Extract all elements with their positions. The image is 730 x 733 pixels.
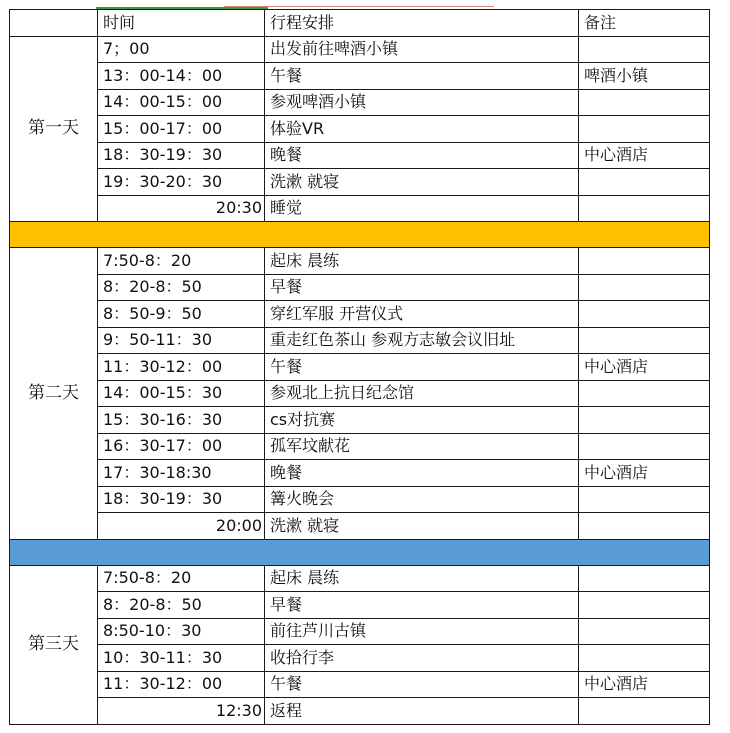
table-row [10,274,710,301]
separator-bar [10,222,710,248]
note-cell [579,169,710,196]
time-cell: 18：30-19：30 [98,142,265,169]
time-cell: 18：30-19：30 [98,486,265,513]
table-row [10,380,710,407]
table-row [10,698,710,725]
activity-cell: 返程 [265,698,579,725]
note-cell [579,645,710,672]
activity-cell: cs对抗赛 [265,407,579,434]
time-cell: 11：30-12：00 [98,671,265,698]
activity-cell: 参观啤酒小镇 [265,89,579,116]
table-row [10,354,710,381]
activity-cell: 午餐 [265,671,579,698]
note-cell [579,407,710,434]
time-cell: 7:50-8：20 [98,565,265,592]
activity-cell: 午餐 [265,63,579,90]
table-row [10,645,710,672]
table-row [10,618,710,645]
activity-cell: 晚餐 [265,460,579,487]
schedule-table [9,9,710,725]
table-row [10,116,710,143]
note-cell [579,195,710,222]
note-cell [579,116,710,143]
time-cell: 14：00-15：30 [98,380,265,407]
table-row [10,513,710,540]
time-cell: 15：00-17：00 [98,116,265,143]
activity-cell: 睡觉 [265,195,579,222]
note-cell [579,698,710,725]
note-cell [579,36,710,63]
day-label: 第二天 [10,248,98,540]
table-row [10,248,710,275]
note-cell [579,248,710,275]
note-cell: 啤酒小镇 [579,63,710,90]
note-cell: 中心酒店 [579,460,710,487]
note-cell [579,274,710,301]
table-row [10,460,710,487]
activity-cell: 午餐 [265,354,579,381]
note-cell [579,380,710,407]
time-cell: 14：00-15：00 [98,89,265,116]
table-row [10,433,710,460]
note-cell [579,486,710,513]
activity-cell: 起床 晨练 [265,565,579,592]
time-cell: 8：20-8：50 [98,274,265,301]
time-cell: 8：20-8：50 [98,592,265,619]
activity-cell: 洗漱 就寝 [265,513,579,540]
time-cell: 12:30 [98,698,265,725]
activity-cell: 洗漱 就寝 [265,169,579,196]
table-row [10,671,710,698]
header-row [10,10,710,37]
activity-cell: 起床 晨练 [265,248,579,275]
time-cell: 8:50-10：30 [98,618,265,645]
time-cell: 7；00 [98,36,265,63]
time-cell: 19：30-20：30 [98,169,265,196]
table-row [10,407,710,434]
note-cell: 中心酒店 [579,142,710,169]
time-cell: 17：30-18:30 [98,460,265,487]
time-cell: 7:50-8：20 [98,248,265,275]
separator-bar [10,539,710,565]
activity-cell: 出发前往啤酒小镇 [265,36,579,63]
note-cell [579,89,710,116]
activity-cell: 孤军坟献花 [265,433,579,460]
note-cell [579,433,710,460]
note-cell [579,327,710,354]
activity-cell: 穿红军服 开营仪式 [265,301,579,328]
note-cell [579,592,710,619]
time-cell: 15：30-16：30 [98,407,265,434]
time-cell: 20:00 [98,513,265,540]
day-label: 第三天 [10,565,98,724]
header-notes: 备注 [579,10,710,37]
table-row [10,486,710,513]
time-cell: 8：50-9：50 [98,301,265,328]
activity-cell: 收拾行李 [265,645,579,672]
activity-cell: 前往芦川古镇 [265,618,579,645]
note-cell [579,513,710,540]
activity-cell: 重走红色茶山 参观方志敏会议旧址 [265,327,579,354]
activity-cell: 早餐 [265,592,579,619]
table-row [10,36,710,63]
table-row [10,142,710,169]
day-separator-orange [10,222,710,248]
table-row [10,195,710,222]
time-cell: 20:30 [98,195,265,222]
activity-cell: 体验VR [265,116,579,143]
activity-cell: 晚餐 [265,142,579,169]
time-cell: 16：30-17：00 [98,433,265,460]
table-row [10,565,710,592]
note-cell: 中心酒店 [579,671,710,698]
table-row [10,63,710,90]
activity-cell: 参观北上抗日纪念馆 [265,380,579,407]
table-row [10,327,710,354]
table-row [10,592,710,619]
note-cell [579,301,710,328]
table-row [10,89,710,116]
day-label: 第一天 [10,36,98,222]
time-cell: 10：30-11：30 [98,645,265,672]
time-cell: 11：30-12：00 [98,354,265,381]
header-itinerary: 行程安排 [265,10,579,37]
table-row [10,301,710,328]
header-time: 时间 [98,10,265,37]
note-cell [579,618,710,645]
note-cell: 中心酒店 [579,354,710,381]
header-day-cell [10,10,98,37]
activity-cell: 篝火晚会 [265,486,579,513]
time-cell: 13：00-14：00 [98,63,265,90]
activity-cell: 早餐 [265,274,579,301]
day-separator-blue [10,539,710,565]
time-cell: 9：50-11：30 [98,327,265,354]
note-cell [579,565,710,592]
table-row [10,169,710,196]
